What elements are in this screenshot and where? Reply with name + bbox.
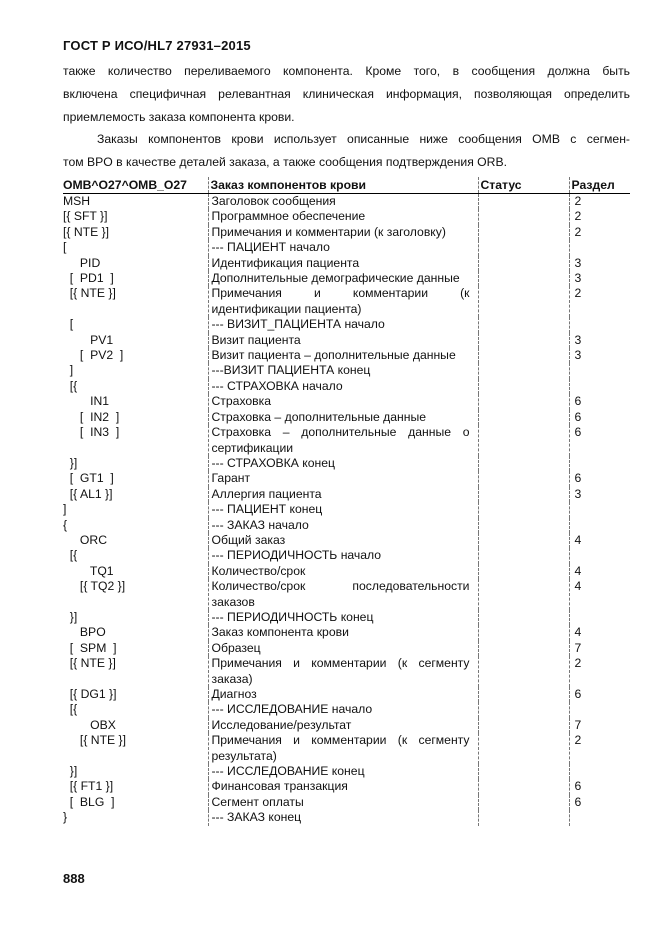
description-cell: Визит пациента — [208, 333, 478, 348]
table-row — [63, 194, 630, 210]
table-row — [63, 317, 630, 332]
section-cell — [569, 810, 630, 825]
table-row — [63, 225, 630, 240]
section-cell: 2 — [569, 225, 630, 240]
status-cell — [478, 656, 569, 687]
description-cell: Примечания и комментарии (к заголовку) — [208, 225, 478, 240]
status-cell — [478, 487, 569, 502]
description-cell: Дополнительные демографические данные — [208, 271, 478, 286]
description-cell: --- СТРАХОВКА начало — [208, 379, 478, 394]
segment-cell: [{ SFT }] — [63, 209, 108, 224]
status-cell — [478, 425, 569, 456]
segment-cell: [ PD1 ] — [63, 271, 114, 286]
section-cell: 6 — [569, 425, 630, 456]
status-cell — [478, 209, 569, 224]
segment-cell: [{ TQ2 }] — [63, 579, 126, 594]
segment-cell: [{ — [63, 548, 78, 563]
status-cell — [478, 333, 569, 348]
section-cell: 4 — [569, 533, 630, 548]
description-cell: Образец — [208, 641, 478, 656]
table-row — [63, 764, 630, 779]
segment-cell: [ — [63, 317, 74, 332]
status-cell — [478, 286, 569, 317]
segment-cell: }] — [63, 764, 78, 779]
table-row — [63, 286, 630, 317]
section-cell: 4 — [569, 625, 630, 640]
header-description: Заказ компонентов крови — [208, 177, 478, 194]
segment-cell: }] — [63, 609, 78, 624]
status-cell — [478, 518, 569, 533]
description-cell: ---ВИЗИТ ПАЦИЕНТА конец — [208, 363, 478, 378]
status-cell — [478, 379, 569, 394]
page-number: 888 — [63, 871, 85, 886]
section-cell: 6 — [569, 410, 630, 425]
table-row — [63, 410, 630, 425]
status-cell — [478, 641, 569, 656]
description-cell: Исследование/результат — [208, 718, 478, 733]
status-cell — [478, 363, 569, 378]
description-cell: Идентификация пациента — [208, 256, 478, 271]
description-cell: Общий заказ — [208, 533, 478, 548]
message-structure-table — [63, 177, 630, 826]
table-row — [63, 656, 630, 687]
description-cell: Примечания и комментарии (к идентификации пациента) — [208, 286, 478, 317]
description-cell: --- ПЕРИОДИЧНОСТЬ начало — [208, 548, 478, 563]
section-cell: 7 — [569, 641, 630, 656]
section-cell — [569, 610, 630, 625]
description-cell: Заголовок сообщения — [208, 194, 478, 210]
segment-cell: [{ NTE }] — [63, 733, 126, 748]
status-cell — [478, 810, 569, 825]
section-cell — [569, 379, 630, 394]
status-cell — [478, 194, 569, 210]
description-cell: Примечания и комментарии (к сегменту заказа) — [208, 656, 478, 687]
segment-cell: IN1 — [63, 394, 110, 409]
table-row — [63, 548, 630, 563]
table-body — [63, 194, 630, 826]
status-cell — [478, 764, 569, 779]
segment-cell: ORC — [63, 532, 108, 547]
segment-cell: [ — [63, 240, 67, 255]
header-message: OMB^O27^OMB_O27 — [63, 177, 208, 194]
status-cell — [478, 225, 569, 240]
description-cell: --- ВИЗИТ_ПАЦИЕНТА начало — [208, 317, 478, 332]
segment-cell: { — [63, 517, 68, 532]
description-cell: --- ИССЛЕДОВАНИЕ конец — [208, 764, 478, 779]
section-cell: 6 — [569, 394, 630, 409]
table-row — [63, 456, 630, 471]
document-header: ГОСТ Р ИСО/HL7 27931–2015 — [63, 38, 251, 53]
section-cell: 2 — [569, 194, 630, 210]
status-cell — [478, 795, 569, 810]
table-row — [63, 810, 630, 825]
status-cell — [478, 579, 569, 610]
status-cell — [478, 502, 569, 517]
description-cell: Финансовая транзакция — [208, 779, 478, 794]
table-row — [63, 564, 630, 579]
table-row — [63, 394, 630, 409]
status-cell — [478, 779, 569, 794]
orders-paragraph — [63, 128, 630, 174]
section-cell: 3 — [569, 348, 630, 363]
status-cell — [478, 625, 569, 640]
status-cell — [478, 240, 569, 255]
status-cell — [478, 718, 569, 733]
segment-cell: [{ NTE }] — [63, 656, 116, 671]
description-cell: --- ЗАКАЗ конец — [208, 810, 478, 825]
description-cell: --- ИССЛЕДОВАНИЕ начало — [208, 702, 478, 717]
status-cell — [478, 533, 569, 548]
section-cell — [569, 240, 630, 255]
description-cell: Количество/срок последовательности заказов — [208, 579, 478, 610]
section-cell: 6 — [569, 795, 630, 810]
table-row — [63, 425, 630, 456]
section-cell: 3 — [569, 271, 630, 286]
segment-cell: PV1 — [63, 332, 114, 347]
table-row — [63, 379, 630, 394]
section-cell: 6 — [569, 779, 630, 794]
section-cell: 3 — [569, 256, 630, 271]
table-row — [63, 256, 630, 271]
segment-cell: [ IN3 ] — [63, 425, 120, 440]
table-row — [63, 702, 630, 717]
status-cell — [478, 410, 569, 425]
description-cell: Заказ компонента крови — [208, 625, 478, 640]
table-header-row — [63, 177, 630, 194]
table-row — [63, 579, 630, 610]
section-cell — [569, 702, 630, 717]
section-cell — [569, 518, 630, 533]
header-section: Раздел — [569, 177, 630, 194]
table-row — [63, 333, 630, 348]
description-cell: Примечания и комментарии (к сегменту результата) — [208, 733, 478, 764]
status-cell — [478, 687, 569, 702]
section-cell — [569, 764, 630, 779]
section-cell: 2 — [569, 209, 630, 224]
description-cell: Визит пациента – дополнительные данные — [208, 348, 478, 363]
section-cell: 4 — [569, 579, 630, 610]
segment-cell: TQ1 — [63, 563, 114, 578]
paragraph-line: том BPO в качестве деталей заказа, а также сообщения подтверждения ORB. — [63, 155, 507, 169]
status-cell — [478, 610, 569, 625]
status-cell — [478, 271, 569, 286]
table-row — [63, 502, 630, 517]
segment-cell: [{ FT1 }] — [63, 779, 114, 794]
table-row — [63, 795, 630, 810]
description-cell: --- ПАЦИЕНТ начало — [208, 240, 478, 255]
description-cell: Аллергия пациента — [208, 487, 478, 502]
status-cell — [478, 348, 569, 363]
paragraph-line: также количество переливаемого компонента. Кроме того, в сообщения должна быть — [63, 64, 630, 78]
table-row — [63, 687, 630, 702]
segment-cell: ] — [63, 363, 74, 378]
table-row — [63, 518, 630, 533]
segment-cell: ] — [63, 502, 67, 517]
status-cell — [478, 394, 569, 409]
status-cell — [478, 548, 569, 563]
table-row — [63, 718, 630, 733]
segment-cell: }] — [63, 455, 78, 470]
table-row — [63, 733, 630, 764]
description-cell: Сегмент оплаты — [208, 795, 478, 810]
section-cell: 2 — [569, 733, 630, 764]
status-cell — [478, 317, 569, 332]
section-cell: 7 — [569, 718, 630, 733]
section-cell: 3 — [569, 487, 630, 502]
table-row — [63, 348, 630, 363]
table-row — [63, 610, 630, 625]
table-row — [63, 240, 630, 255]
segment-cell: [{ — [63, 378, 78, 393]
paragraph-line: приемлемость заказа компонента крови. — [63, 110, 295, 124]
status-cell — [478, 256, 569, 271]
section-cell: 6 — [569, 471, 630, 486]
description-cell: --- СТРАХОВКА конец — [208, 456, 478, 471]
header-status: Статус — [478, 177, 569, 194]
description-cell: --- ПЕРИОДИЧНОСТЬ конец — [208, 610, 478, 625]
segment-cell: [{ DG1 }] — [63, 687, 117, 701]
segment-cell: [ SPM ] — [63, 640, 117, 655]
section-cell — [569, 317, 630, 332]
segment-cell: [ PV2 ] — [63, 348, 124, 363]
table-row — [63, 487, 630, 502]
table-row — [63, 271, 630, 286]
status-cell — [478, 733, 569, 764]
paragraph-line: включена специфичная релевантная клиническая информация, позволяющая определить — [63, 87, 630, 101]
table-row — [63, 533, 630, 548]
table-row — [63, 363, 630, 378]
segment-cell: [ IN2 ] — [63, 409, 120, 424]
description-cell: Гарант — [208, 471, 478, 486]
section-cell: 2 — [569, 286, 630, 317]
table-row — [63, 779, 630, 794]
section-cell: 6 — [569, 687, 630, 702]
section-cell — [569, 548, 630, 563]
segment-cell: [{ AL1 }] — [63, 486, 113, 501]
paragraph-line: Заказы компонентов крови использует описанные ниже сообщения OMB с сегмен- — [97, 132, 630, 146]
table-row — [63, 471, 630, 486]
description-cell: Количество/срок — [208, 564, 478, 579]
section-cell: 3 — [569, 333, 630, 348]
segment-cell: [ BLG ] — [63, 794, 115, 809]
description-cell: --- ПАЦИЕНТ конец — [208, 502, 478, 517]
segment-cell: OBX — [63, 717, 116, 732]
segment-cell: [{ NTE }] — [63, 286, 116, 301]
status-cell — [478, 456, 569, 471]
segment-cell: [{ NTE }] — [63, 224, 110, 239]
segment-cell: BPO — [63, 625, 106, 640]
section-cell — [569, 363, 630, 378]
section-cell — [569, 456, 630, 471]
intro-paragraph — [63, 60, 630, 129]
description-cell: Диагноз — [208, 687, 478, 702]
section-cell — [569, 502, 630, 517]
table-row — [63, 209, 630, 224]
description-cell: --- ЗАКАЗ начало — [208, 518, 478, 533]
table-row — [63, 625, 630, 640]
segment-cell: PID — [63, 255, 101, 270]
status-cell — [478, 564, 569, 579]
description-cell: Программное обеспечение — [208, 209, 478, 224]
section-cell: 2 — [569, 656, 630, 687]
segment-cell: [ GT1 ] — [63, 471, 114, 486]
status-cell — [478, 471, 569, 486]
section-cell: 4 — [569, 564, 630, 579]
segment-cell: } — [63, 810, 68, 825]
description-cell: Страховка — [208, 394, 478, 409]
segment-cell: [{ — [63, 702, 78, 717]
segment-cell: MSH — [63, 194, 91, 208]
description-cell: Страховка – дополнительные данные о сертификации — [208, 425, 478, 456]
description-cell: Страховка – дополнительные данные — [208, 410, 478, 425]
table-row — [63, 641, 630, 656]
status-cell — [478, 702, 569, 717]
